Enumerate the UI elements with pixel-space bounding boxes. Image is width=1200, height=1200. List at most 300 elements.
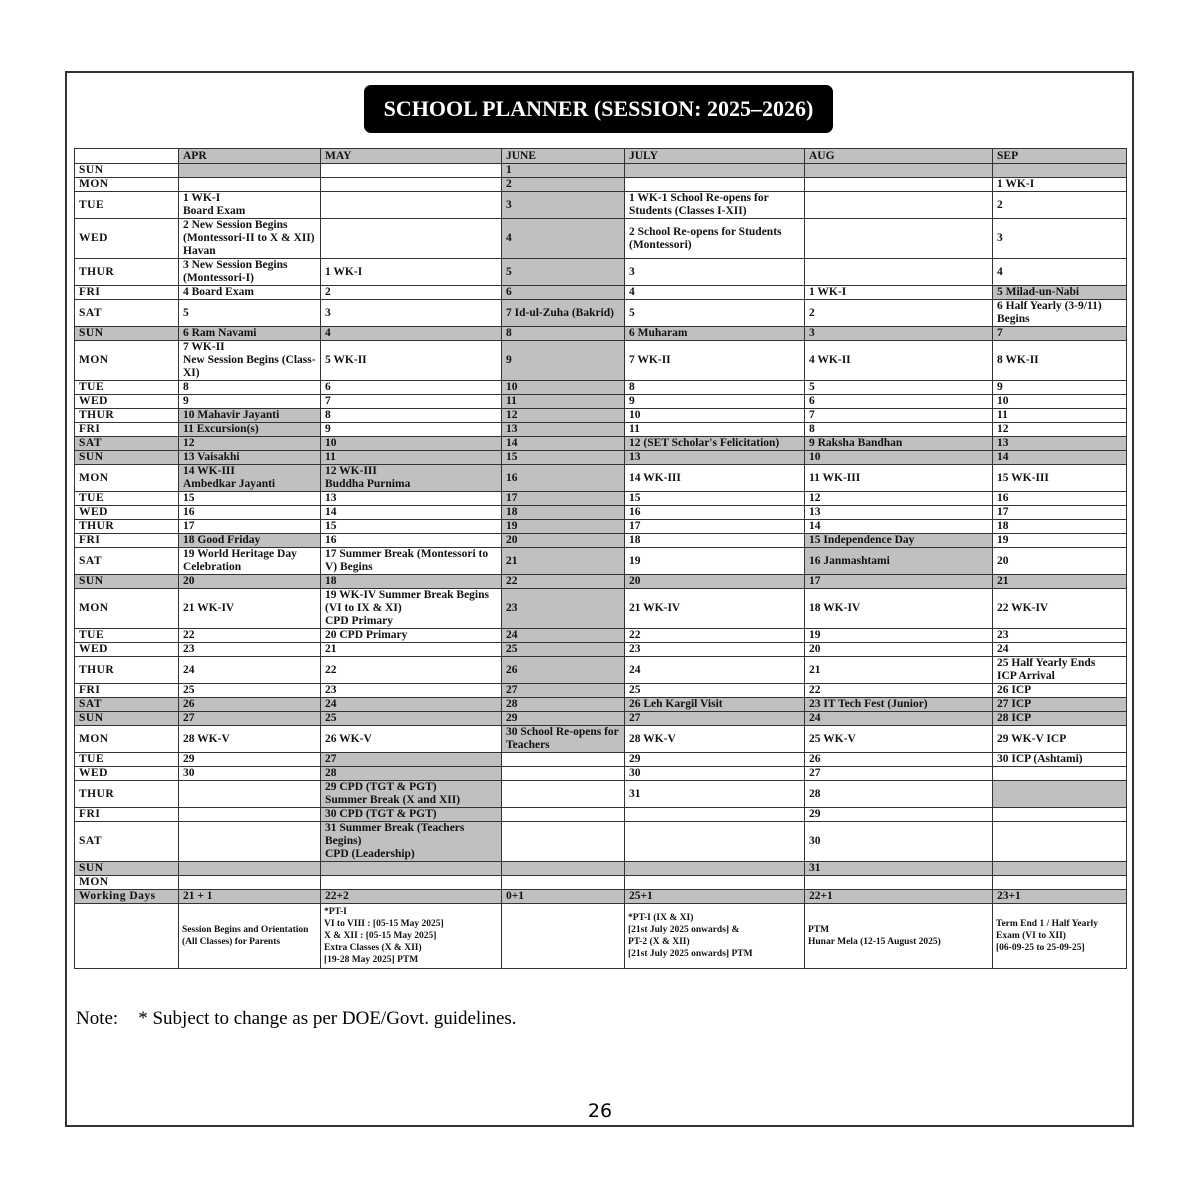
cell-june: 25: [502, 643, 625, 657]
table-row: [75, 684, 1127, 698]
cell-july: [625, 808, 805, 822]
table-row: [75, 726, 1127, 753]
cell-june: 3: [502, 192, 625, 219]
table-row: [75, 178, 1127, 192]
table-row: [75, 657, 1127, 684]
cell-may: 24: [321, 698, 502, 712]
cell-may: 3: [321, 300, 502, 327]
table-row: [75, 437, 1127, 451]
cell-sep: [993, 767, 1127, 781]
table-row: [75, 341, 1127, 381]
cell-sep: [993, 862, 1127, 876]
cell-june: 1: [502, 164, 625, 178]
cell-july: 26 Leh Kargil Visit: [625, 698, 805, 712]
header-july: JULY: [625, 149, 805, 164]
cell-sep: 20: [993, 548, 1127, 575]
cell-july: 27: [625, 712, 805, 726]
cell-may: [321, 862, 502, 876]
cell-apr: 10 Mahavir Jayanti: [179, 409, 321, 423]
day-label: MON: [75, 876, 179, 890]
cell-june: [502, 767, 625, 781]
cell-apr: [179, 164, 321, 178]
cell-apr: [179, 808, 321, 822]
cell-sep: [993, 876, 1127, 890]
cell-aug: 3: [805, 327, 993, 341]
cell-apr: 15: [179, 492, 321, 506]
cell-aug: 14: [805, 520, 993, 534]
cell-may: 26 WK-V: [321, 726, 502, 753]
table-row: [75, 451, 1127, 465]
cell-may: 7: [321, 395, 502, 409]
header-row: [75, 149, 1127, 164]
cell-apr: 6 Ram Navami: [179, 327, 321, 341]
cell-june: 14: [502, 437, 625, 451]
day-label: TUE: [75, 192, 179, 219]
cell-may: 28: [321, 767, 502, 781]
cell-july: 5: [625, 300, 805, 327]
cell-apr: 17: [179, 520, 321, 534]
cell-july: 23: [625, 643, 805, 657]
cell-june: 19: [502, 520, 625, 534]
cell-may: [321, 192, 502, 219]
cell-may: 13: [321, 492, 502, 506]
cell-aug: 10: [805, 451, 993, 465]
cell-june: 23: [502, 589, 625, 629]
table-row: [75, 698, 1127, 712]
notes-may: *PT-I VI to VIII : [05-15 May 2025] X & XII : [05-15 May 2025] Extra Classes (X & XII) [19-28 May 2025] PTM: [321, 904, 502, 969]
cell-sep: 30 ICP (Ashtami): [993, 753, 1127, 767]
cell-june: 26: [502, 657, 625, 684]
cell-aug: 31: [805, 862, 993, 876]
cell-apr: 20: [179, 575, 321, 589]
day-label: FRI: [75, 808, 179, 822]
cell-sep: 5 Milad-un-Nabi: [993, 286, 1127, 300]
cell-aug: 7: [805, 409, 993, 423]
table-row: [75, 822, 1127, 862]
cell-june: 12: [502, 409, 625, 423]
cell-june: [502, 822, 625, 862]
planner-table: [74, 148, 1127, 969]
cell-may: 17 Summer Break (Montessori to V) Begins: [321, 548, 502, 575]
cell-june: 13: [502, 423, 625, 437]
cell-apr: [179, 876, 321, 890]
cell-sep: 22 WK-IV: [993, 589, 1127, 629]
cell-aug: 23 IT Tech Fest (Junior): [805, 698, 993, 712]
cell-aug: 25 WK-V: [805, 726, 993, 753]
cell-sep: [993, 781, 1127, 808]
cell-aug: 15 Independence Day: [805, 534, 993, 548]
table-row: [75, 534, 1127, 548]
cell-may: 10: [321, 437, 502, 451]
cell-june: 28: [502, 698, 625, 712]
cell-july: 18: [625, 534, 805, 548]
cell-aug: [805, 192, 993, 219]
cell-apr: 24: [179, 657, 321, 684]
cell-apr: 2 New Session Begins (Montessori-II to X & XII) Havan: [179, 219, 321, 259]
cell-may: 30 CPD (TGT & PGT): [321, 808, 502, 822]
cell-aug: 22: [805, 684, 993, 698]
day-label: THUR: [75, 259, 179, 286]
table-row: [75, 781, 1127, 808]
cell-apr: 5: [179, 300, 321, 327]
cell-july: 13: [625, 451, 805, 465]
cell-aug: 24: [805, 712, 993, 726]
cell-may: 14: [321, 506, 502, 520]
cell-june: 10: [502, 381, 625, 395]
cell-may: 25: [321, 712, 502, 726]
cell-apr: 11 Excursion(s): [179, 423, 321, 437]
cell-may: 4: [321, 327, 502, 341]
table-row: [75, 192, 1127, 219]
cell-sep: 14: [993, 451, 1127, 465]
day-label: MON: [75, 178, 179, 192]
cell-sep: 25 Half Yearly Ends ICP Arrival: [993, 657, 1127, 684]
cell-june: 7 Id-ul-Zuha (Bakrid): [502, 300, 625, 327]
cell-june: 29: [502, 712, 625, 726]
cell-sep: 23: [993, 629, 1127, 643]
cell-june: 20: [502, 534, 625, 548]
cell-july: 29: [625, 753, 805, 767]
header-apr: APR: [179, 149, 321, 164]
cell-may: 5 WK-II: [321, 341, 502, 381]
cell-apr: 3 New Session Begins (Montessori-I): [179, 259, 321, 286]
table-row: [75, 259, 1127, 286]
cell-june: 4: [502, 219, 625, 259]
cell-june: 11: [502, 395, 625, 409]
notes-june: [502, 904, 625, 969]
cell-june: 6: [502, 286, 625, 300]
cell-apr: 14 WK-III Ambedkar Jayanti: [179, 465, 321, 492]
table-row: [75, 862, 1127, 876]
cell-sep: 10: [993, 395, 1127, 409]
day-label: FRI: [75, 286, 179, 300]
cell-may: 23: [321, 684, 502, 698]
cell-may: 18: [321, 575, 502, 589]
notes-july: *PT-I (IX & XI) [21st July 2025 onwards] & PT-2 (X & XII) [21st July 2025 onwards] PTM: [625, 904, 805, 969]
cell-apr: 29: [179, 753, 321, 767]
cell-sep: [993, 822, 1127, 862]
cell-apr: 19 World Heritage Day Celebration: [179, 548, 321, 575]
day-label: TUE: [75, 492, 179, 506]
cell-sep: 29 WK-V ICP: [993, 726, 1127, 753]
cell-sep: 8 WK-II: [993, 341, 1127, 381]
cell-july: 21 WK-IV: [625, 589, 805, 629]
cell-aug: [805, 219, 993, 259]
cell-may: 11: [321, 451, 502, 465]
cell-sep: 3: [993, 219, 1127, 259]
footnote: [76, 1008, 517, 1030]
cell-may: 8: [321, 409, 502, 423]
cell-apr: 21 WK-IV: [179, 589, 321, 629]
cell-june: 5: [502, 259, 625, 286]
cell-june: 24: [502, 629, 625, 643]
cell-apr: 30: [179, 767, 321, 781]
cell-sep: 7: [993, 327, 1127, 341]
cell-june: 27: [502, 684, 625, 698]
table-row: [75, 423, 1127, 437]
cell-may: 22+2: [321, 890, 502, 904]
cell-sep: 24: [993, 643, 1127, 657]
cell-aug: 21: [805, 657, 993, 684]
header-june: JUNE: [502, 149, 625, 164]
cell-apr: 27: [179, 712, 321, 726]
day-label: Working Days: [75, 890, 179, 904]
cell-sep: 19: [993, 534, 1127, 548]
cell-may: 1 WK-I: [321, 259, 502, 286]
page-number: 26: [587, 1100, 613, 1122]
cell-july: 16: [625, 506, 805, 520]
cell-apr: 1 WK-I Board Exam: [179, 192, 321, 219]
cell-june: 2: [502, 178, 625, 192]
table-row: [75, 506, 1127, 520]
cell-may: [321, 876, 502, 890]
cell-apr: 9: [179, 395, 321, 409]
cell-may: [321, 219, 502, 259]
day-label: FRI: [75, 534, 179, 548]
day-label: MON: [75, 726, 179, 753]
cell-june: 18: [502, 506, 625, 520]
table-row: [75, 164, 1127, 178]
notes-day: [75, 904, 179, 969]
cell-aug: 30: [805, 822, 993, 862]
cell-may: 16: [321, 534, 502, 548]
cell-july: [625, 178, 805, 192]
notes-apr: Session Begins and Orientation (All Classes) for Parents: [179, 904, 321, 969]
cell-june: [502, 862, 625, 876]
cell-july: 17: [625, 520, 805, 534]
cell-july: 24: [625, 657, 805, 684]
notes-row: [75, 904, 1127, 969]
table-row: [75, 520, 1127, 534]
table-row: [75, 327, 1127, 341]
cell-sep: 11: [993, 409, 1127, 423]
day-label: THUR: [75, 781, 179, 808]
day-label: THUR: [75, 409, 179, 423]
table-row: [75, 575, 1127, 589]
cell-apr: 21 + 1: [179, 890, 321, 904]
cell-june: 21: [502, 548, 625, 575]
cell-aug: 6: [805, 395, 993, 409]
cell-aug: 11 WK-III: [805, 465, 993, 492]
day-label: MON: [75, 589, 179, 629]
cell-july: 22: [625, 629, 805, 643]
cell-july: 15: [625, 492, 805, 506]
cell-june: [502, 753, 625, 767]
table-row: [75, 409, 1127, 423]
table-row: [75, 300, 1127, 327]
cell-may: 2: [321, 286, 502, 300]
table-row: [75, 548, 1127, 575]
header-may: MAY: [321, 149, 502, 164]
cell-aug: 8: [805, 423, 993, 437]
cell-aug: 2: [805, 300, 993, 327]
cell-sep: 6 Half Yearly (3-9/11) Begins: [993, 300, 1127, 327]
header-day: [75, 149, 179, 164]
cell-may: [321, 164, 502, 178]
cell-apr: 25: [179, 684, 321, 698]
cell-sep: 26 ICP: [993, 684, 1127, 698]
table-row: [75, 712, 1127, 726]
cell-aug: 9 Raksha Bandhan: [805, 437, 993, 451]
cell-may: 21: [321, 643, 502, 657]
cell-may: 20 CPD Primary: [321, 629, 502, 643]
day-label: THUR: [75, 520, 179, 534]
day-label: FRI: [75, 423, 179, 437]
cell-july: 2 School Re-opens for Students (Montessori): [625, 219, 805, 259]
cell-may: 22: [321, 657, 502, 684]
cell-june: [502, 808, 625, 822]
cell-june: [502, 876, 625, 890]
cell-apr: [179, 178, 321, 192]
cell-aug: 29: [805, 808, 993, 822]
cell-apr: 12: [179, 437, 321, 451]
cell-apr: 18 Good Friday: [179, 534, 321, 548]
day-label: SAT: [75, 300, 179, 327]
day-label: SUN: [75, 451, 179, 465]
cell-sep: 27 ICP: [993, 698, 1127, 712]
cell-sep: 12: [993, 423, 1127, 437]
cell-july: 4: [625, 286, 805, 300]
cell-sep: 2: [993, 192, 1127, 219]
cell-july: 11: [625, 423, 805, 437]
cell-aug: 22+1: [805, 890, 993, 904]
cell-sep: 23+1: [993, 890, 1127, 904]
table-row: [75, 890, 1127, 904]
cell-apr: 23: [179, 643, 321, 657]
cell-june: 30 School Re-opens for Teachers: [502, 726, 625, 753]
cell-aug: 17: [805, 575, 993, 589]
cell-aug: 27: [805, 767, 993, 781]
table-row: [75, 465, 1127, 492]
table-row: [75, 286, 1127, 300]
cell-sep: 16: [993, 492, 1127, 506]
cell-apr: 7 WK-II New Session Begins (Class-XI): [179, 341, 321, 381]
cell-aug: 26: [805, 753, 993, 767]
cell-july: [625, 164, 805, 178]
cell-may: 19 WK-IV Summer Break Begins (VI to IX & XI) CPD Primary: [321, 589, 502, 629]
day-label: SUN: [75, 575, 179, 589]
cell-june: 0+1: [502, 890, 625, 904]
table-row: [75, 492, 1127, 506]
notes-aug: PTM Hunar Mela (12-15 August 2025): [805, 904, 993, 969]
table-row: [75, 395, 1127, 409]
cell-apr: 28 WK-V: [179, 726, 321, 753]
day-label: WED: [75, 767, 179, 781]
cell-may: 31 Summer Break (Teachers Begins) CPD (Leadership): [321, 822, 502, 862]
cell-may: 29 CPD (TGT & PGT) Summer Break (X and XII): [321, 781, 502, 808]
cell-july: 8: [625, 381, 805, 395]
day-label: SUN: [75, 327, 179, 341]
cell-june: 8: [502, 327, 625, 341]
cell-sep: 18: [993, 520, 1127, 534]
cell-aug: 1 WK-I: [805, 286, 993, 300]
day-label: WED: [75, 506, 179, 520]
day-label: SAT: [75, 698, 179, 712]
cell-aug: 12: [805, 492, 993, 506]
cell-july: 3: [625, 259, 805, 286]
cell-may: 15: [321, 520, 502, 534]
cell-july: 28 WK-V: [625, 726, 805, 753]
header-sep: SEP: [993, 149, 1127, 164]
table-row: [75, 381, 1127, 395]
cell-aug: 19: [805, 629, 993, 643]
day-label: MON: [75, 341, 179, 381]
cell-may: 9: [321, 423, 502, 437]
cell-aug: [805, 178, 993, 192]
day-label: SUN: [75, 712, 179, 726]
cell-june: 17: [502, 492, 625, 506]
day-label: FRI: [75, 684, 179, 698]
cell-july: 20: [625, 575, 805, 589]
cell-apr: 4 Board Exam: [179, 286, 321, 300]
day-label: SUN: [75, 862, 179, 876]
cell-apr: 22: [179, 629, 321, 643]
cell-aug: 4 WK-II: [805, 341, 993, 381]
cell-july: [625, 862, 805, 876]
cell-aug: [805, 164, 993, 178]
cell-aug: 18 WK-IV: [805, 589, 993, 629]
cell-july: 30: [625, 767, 805, 781]
cell-aug: 28: [805, 781, 993, 808]
day-label: TUE: [75, 381, 179, 395]
day-label: WED: [75, 219, 179, 259]
cell-sep: 17: [993, 506, 1127, 520]
table-row: [75, 767, 1127, 781]
cell-june: 16: [502, 465, 625, 492]
cell-july: 14 WK-III: [625, 465, 805, 492]
cell-apr: 16: [179, 506, 321, 520]
cell-apr: [179, 862, 321, 876]
cell-sep: 15 WK-III: [993, 465, 1127, 492]
day-label: TUE: [75, 753, 179, 767]
table-row: [75, 589, 1127, 629]
cell-july: 31: [625, 781, 805, 808]
table-row: [75, 808, 1127, 822]
cell-july: 19: [625, 548, 805, 575]
cell-sep: 9: [993, 381, 1127, 395]
day-label: TUE: [75, 629, 179, 643]
cell-may: [321, 178, 502, 192]
page-title: SCHOOL PLANNER (SESSION: 2025–2026): [364, 85, 833, 133]
cell-june: 9: [502, 341, 625, 381]
cell-july: [625, 876, 805, 890]
day-label: WED: [75, 643, 179, 657]
cell-sep: 4: [993, 259, 1127, 286]
header-aug: AUG: [805, 149, 993, 164]
cell-aug: 5: [805, 381, 993, 395]
cell-aug: [805, 259, 993, 286]
note-text: * Subject to change as per DOE/Govt. guidelines.: [138, 1008, 517, 1029]
day-label: THUR: [75, 657, 179, 684]
cell-july: 25+1: [625, 890, 805, 904]
cell-july: 6 Muharam: [625, 327, 805, 341]
table-row: [75, 753, 1127, 767]
table-row: [75, 643, 1127, 657]
cell-aug: 20: [805, 643, 993, 657]
cell-apr: 26: [179, 698, 321, 712]
cell-aug: 13: [805, 506, 993, 520]
table-row: [75, 219, 1127, 259]
cell-july: 9: [625, 395, 805, 409]
cell-apr: [179, 822, 321, 862]
cell-sep: [993, 164, 1127, 178]
cell-aug: [805, 876, 993, 890]
day-label: SUN: [75, 164, 179, 178]
cell-aug: 16 Janmashtami: [805, 548, 993, 575]
cell-may: 27: [321, 753, 502, 767]
table-row: [75, 876, 1127, 890]
cell-july: 12 (SET Scholar's Felicitation): [625, 437, 805, 451]
